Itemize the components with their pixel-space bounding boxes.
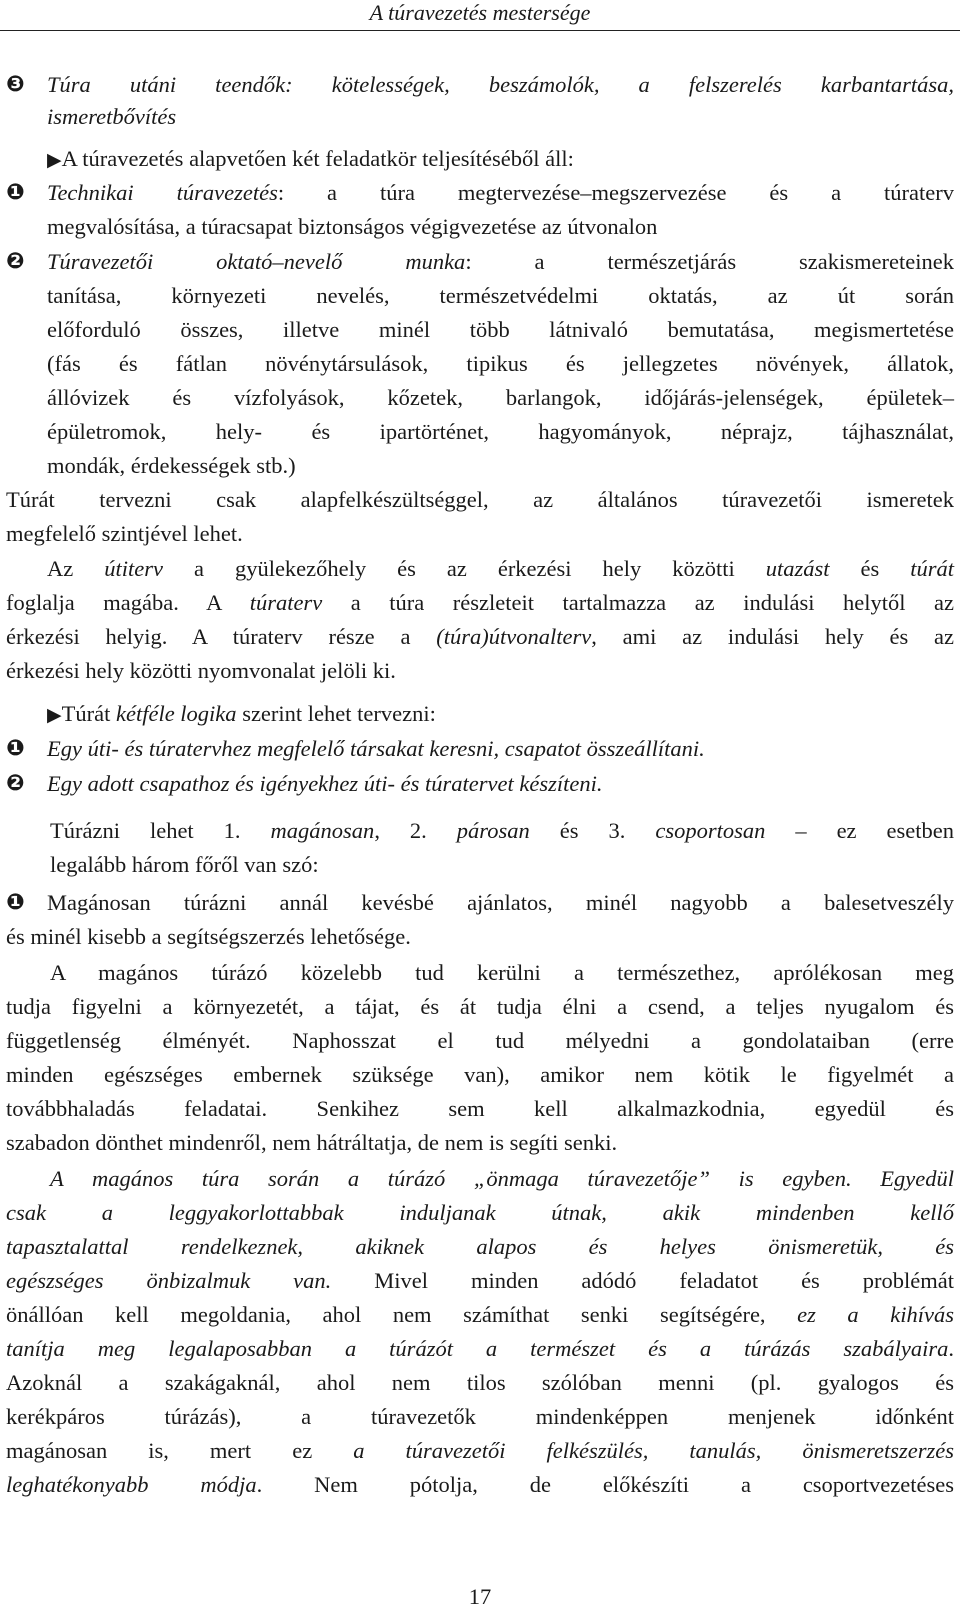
text-line: kerékpáros túrázás), a túravezetők mindenképpen menjenek időnként	[6, 1404, 954, 1429]
number-one-icon: ❶	[6, 890, 25, 915]
running-header: A túravezetés mestersége	[369, 0, 591, 25]
text-line: ismeretbővítés	[47, 104, 177, 129]
text-line: tanítása, környezeti nevelés, természetvédelmi oktatás, az út során	[47, 283, 954, 308]
text-line: leghatékonyabb módja. Nem pótolja, de előkészíti a csoportvezetéses	[6, 1472, 955, 1497]
text-line: Túrázni lehet 1. magánosan, 2. párosan és 3. csoportosan – ez esetben	[50, 818, 955, 843]
text-line: Egy adott csapathoz és igényekhez úti- és túratervet készíteni.	[47, 771, 603, 796]
text-line: legalább három főről van szó:	[50, 852, 319, 877]
text-line: A magános túrázó közelebb tud kerülni a természethez, aprólékosan meg	[50, 960, 954, 985]
number-one-icon: ❶	[6, 736, 25, 761]
text-line: Technikai túravezetés: a túra megtervezése–megszervezése és a túraterv	[47, 180, 954, 205]
text-line: tanítja meg legalaposabban a túrázót a természet és a túrázás szabályaira.	[6, 1336, 954, 1361]
text-line: önállóan kell megoldania, ahol nem számíthat senki segítségére, ez a kihívás	[6, 1302, 954, 1327]
number-two-icon: ❷	[6, 771, 25, 796]
page-number: 17	[468, 1584, 492, 1609]
text-line: és minél kisebb a segítségszerzés lehetősége.	[6, 924, 411, 949]
text-line: magánosan is, mert ez a túravezetői felkészülés, tanulás, önismeretszerzés	[6, 1438, 954, 1463]
header-divider	[0, 30, 960, 31]
text-line: állóvizek és vízfolyások, kőzetek, barlangok, időjárás-jelenségek, épületek–	[47, 385, 954, 410]
text-line: megvalósítása, a túracsapat biztonságos végigvezetése az útvonalon	[47, 214, 658, 239]
text-line: ▶Túrát kétféle logika szerint lehet tervezni:	[47, 701, 436, 726]
text-line: mondák, érdekességek stb.)	[47, 453, 296, 478]
text-line: érkezési hely közötti nyomvonalat jelöli ki.	[6, 658, 396, 683]
text-line: Egy úti- és túratervhez megfelelő társakat keresni, csapatot összeállítani.	[47, 736, 705, 761]
number-one-icon: ❶	[6, 180, 25, 205]
text-line: Túrát tervezni csak alapfelkészültséggel, az általános túravezetői ismeretek	[6, 487, 954, 512]
text-line: csak a leggyakorlottabbak induljanak útnak, akik mindenben kellő	[6, 1200, 954, 1225]
text-line: szabadon dönthet mindenről, nem hátráltatja, de nem is segíti senki.	[6, 1130, 618, 1155]
text-line: Magánosan túrázni annál kevésbé ajánlatos, minél nagyobb a balesetveszély	[47, 890, 954, 915]
text-line: (fás és fátlan növénytársulások, tipikus és jellegzetes növények, állatok,	[47, 351, 954, 376]
text-line: függetlenség élményét. Naphosszat el tud mélyedni a gondolataiban (erre	[6, 1028, 954, 1053]
text-line: ▶A túravezetés alapvetően két feladatkör teljesítéséből áll:	[47, 146, 574, 171]
text-line: érkezési helyig. A túraterv része a (túra)útvonalterv, ami az indulási hely és az	[6, 624, 954, 649]
text-line: minden egészséges embernek szüksége van), amikor nem kötik le figyelmét a	[6, 1062, 954, 1087]
text-line: Túra utáni teendők: kötelességek, beszámolók, a felszerelés karbantartása,	[47, 72, 954, 97]
text-line: Azoknál a szakágaknál, ahol nem tilos szólóban menni (pl. gyalogos és	[6, 1370, 954, 1395]
text-line: megfelelő szintjével lehet.	[6, 521, 243, 546]
text-line: foglalja magába. A túraterv a túra részleteit tartalmazza az indulási helytől az	[6, 590, 954, 615]
text-line: tapasztalattal rendelkeznek, akiknek alapos és helyes önismeretük, és	[6, 1234, 954, 1259]
arrow-right-icon: ▶	[47, 704, 62, 726]
text-line: Az útiterv a gyülekezőhely és az érkezési hely közötti utazást és túrát	[47, 556, 954, 581]
text-line: épületromok, hely- és ipartörténet, hagyományok, néprajz, tájhasználat,	[47, 419, 954, 444]
text-line: előforduló összes, illetve minél több látnivaló bemutatása, megismertetése	[47, 317, 954, 342]
number-two-icon: ❷	[6, 249, 25, 274]
text-line: Túravezetői oktató–nevelő munka: a természetjárás szakismereteinek	[47, 249, 954, 274]
text-line: tudja figyelni a környezetét, a tájat, és át tudja élni a csend, a teljes nyugalom és	[6, 994, 954, 1019]
text-line: A magános túra során a túrázó „önmaga túravezetője” is egyben. Egyedül	[50, 1166, 954, 1191]
text-line: továbbhaladás feladatai. Senkihez sem kell alkalmazkodnia, egyedül és	[6, 1096, 954, 1121]
arrow-right-icon: ▶	[47, 149, 62, 171]
number-three-icon: ❸	[6, 72, 25, 97]
text-line: egészséges önbizalmuk van. Mivel minden adódó feladatot és problémát	[6, 1268, 955, 1293]
